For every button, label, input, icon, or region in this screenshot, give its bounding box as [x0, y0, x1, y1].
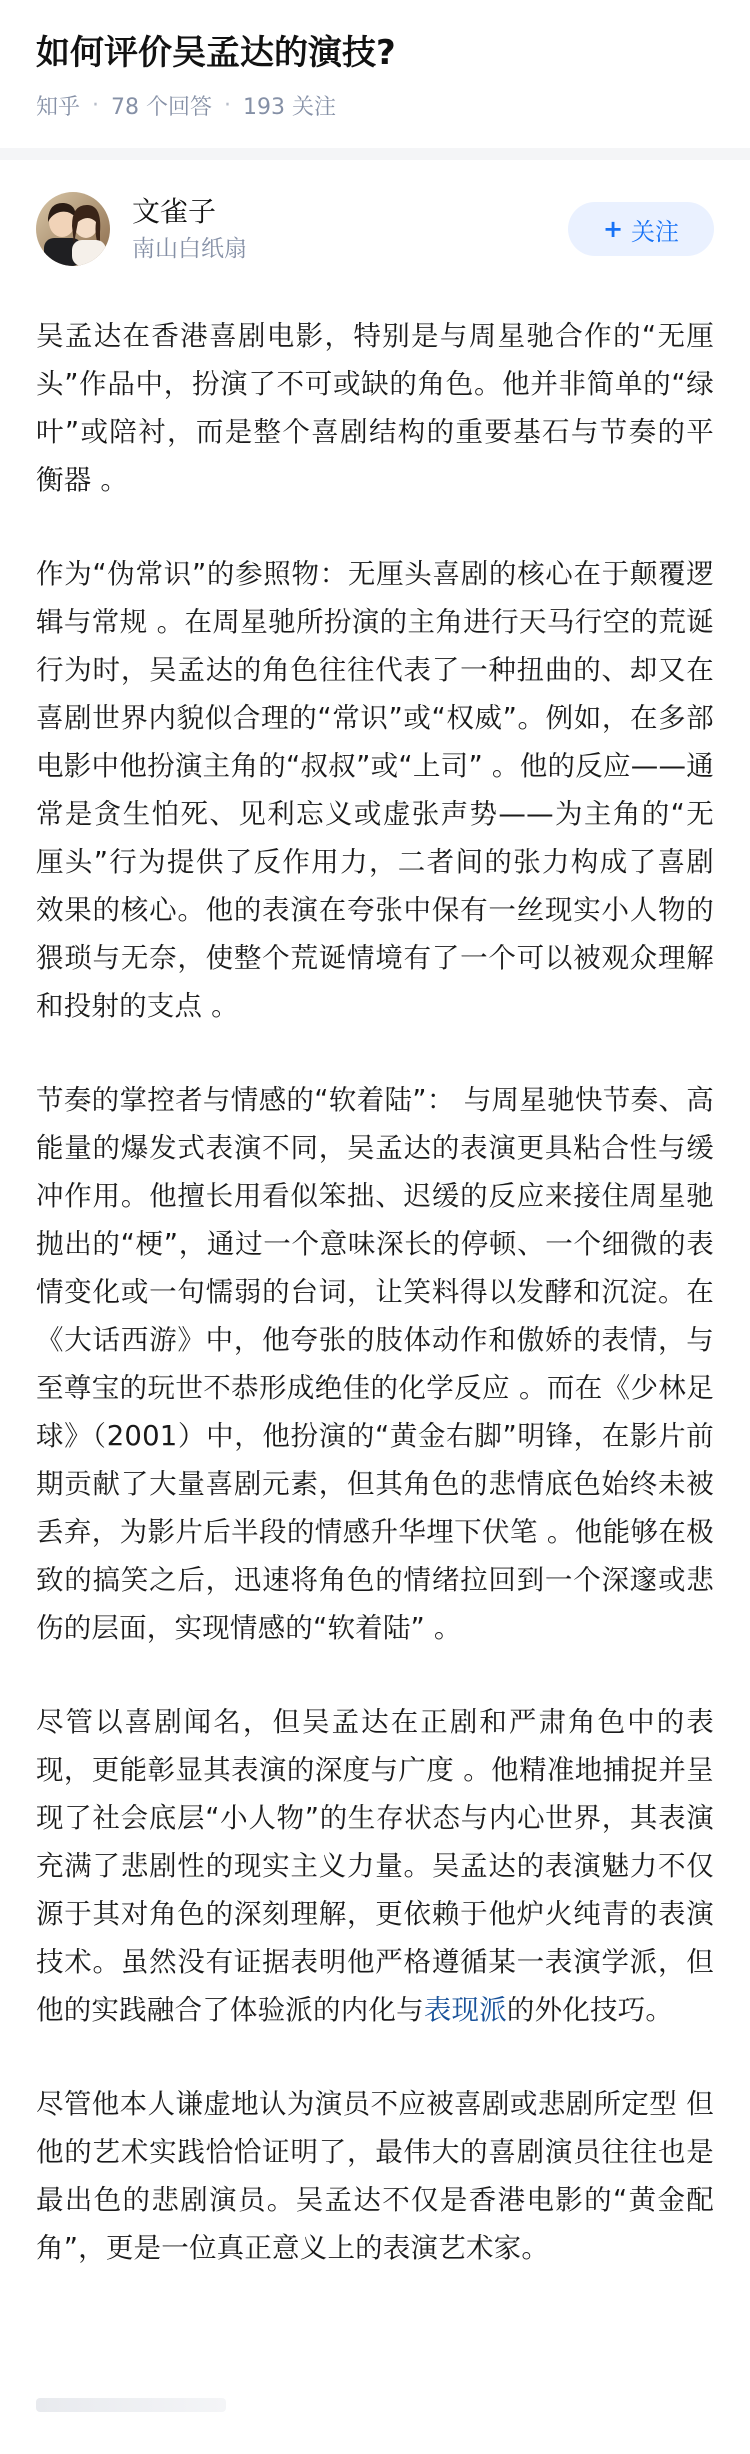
author-name[interactable]: 文雀子	[132, 195, 217, 228]
author-info	[132, 193, 568, 265]
answer-count[interactable]: 78 个回答	[111, 95, 213, 120]
question-title[interactable]: 如何评价吴孟达的演技?	[36, 33, 396, 73]
answer-paragraph	[36, 1698, 714, 2034]
footer-placeholder	[36, 2398, 226, 2412]
answer-body	[0, 272, 750, 2272]
paragraph-text: 的外化技巧。	[506, 1994, 674, 2026]
answer-paragraph: 尽管他本人谦虚地认为演员不应被喜剧或悲剧所定型 但他的艺术实践恰恰证明了，最伟大的喜剧演员往往也是最出色的悲剧演员。吴孟达不仅是香港电影的“黄金配角”，更是一位真正意义上的表演艺术家。	[36, 2088, 714, 2264]
avatar-photo	[36, 192, 110, 266]
meta-separator: ·	[224, 93, 232, 118]
author-bio: 南山白纸扇	[132, 236, 247, 262]
follow-button[interactable]	[568, 202, 714, 256]
question-meta	[36, 90, 714, 121]
answer-paragraph: 节奏的掌控者与情感的“软着陆”： 与周星驰快节奏、高能量的爆发式表演不同，吴孟达的表演更具粘合性与缓冲作用。他擅长用看似笨拙、迟缓的反应来接住周星驰抛出的“梗”，通过一个意味深长的停顿、一个细微的表情变化或一句懦弱的台词，让笑料得以发酵和沉淀。在《大话西游》中，他夸张的肢体动作和傲娇的表情，与至尊宝的玩世不恭形成绝佳的化学反应 。而在《少林足球》（2001）中，他扮演的“黄金右脚”明锋，在影片前期贡献了大量喜剧元素，但其角色的悲情底色始终未被丢弃，为影片后半段的情感升华埋下伏笔 。他能够在极致的搞笑之后，迅速将角色的情绪拉回到一个深邃或悲伤的层面，实现情感的“软着陆” 。	[36, 1084, 714, 1644]
question-header	[0, 0, 750, 120]
keyword-link[interactable]: 表现派	[423, 1994, 507, 2026]
avatar[interactable]	[36, 192, 110, 266]
meta-separator: ·	[92, 93, 100, 118]
section-divider	[0, 148, 750, 160]
plus-icon: +	[602, 215, 624, 243]
follow-button-label: 关注	[631, 217, 680, 246]
paragraph-text: 尽管以喜剧闻名，但吴孟达在正剧和严肃角色中的表现，更能彰显其表演的深度与广度 。他精准地捕捉并呈现了社会底层“小人物”的生存状态与内心世界，其表演充满了悲剧性的现实主义力量。吴孟达的表演魅力不仅源于其对角色的深刻理解，更依赖于他炉火纯青的表演技术。虽然没有证据表明他严格遵循某一表演学派，但他的实践融合了体验派的内化与	[36, 1706, 714, 2026]
source-label[interactable]: 知乎	[36, 95, 81, 120]
follow-count[interactable]: 193 关注	[243, 95, 337, 120]
answer-paragraph: 吴孟达在香港喜剧电影，特别是与周星驰合作的“无厘头”作品中，扮演了不可或缺的角色。他并非简单的“绿叶”或陪衬，而是整个喜剧结构的重要基石与节奏的平衡器 。	[36, 320, 714, 496]
author-bar	[0, 160, 750, 272]
answer-paragraph: 作为“伪常识”的参照物：无厘头喜剧的核心在于颠覆逻辑与常规 。在周星驰所扮演的主角进行天马行空的荒诞行为时，吴孟达的角色往往代表了一种扭曲的、却又在喜剧世界内貌似合理的“常识”或“权威”。例如，在多部电影中他扮演主角的“叔叔”或“上司” 。他的反应——通常是贪生怕死、见利忘义或虚张声势——为主角的“无厘头”行为提供了反作用力，二者间的张力构成了喜剧效果的核心。他的表演在夸张中保有一丝现实小人物的猥琐与无奈，使整个荒诞情境有了一个可以被观众理解和投射的支点 。	[36, 558, 714, 1022]
